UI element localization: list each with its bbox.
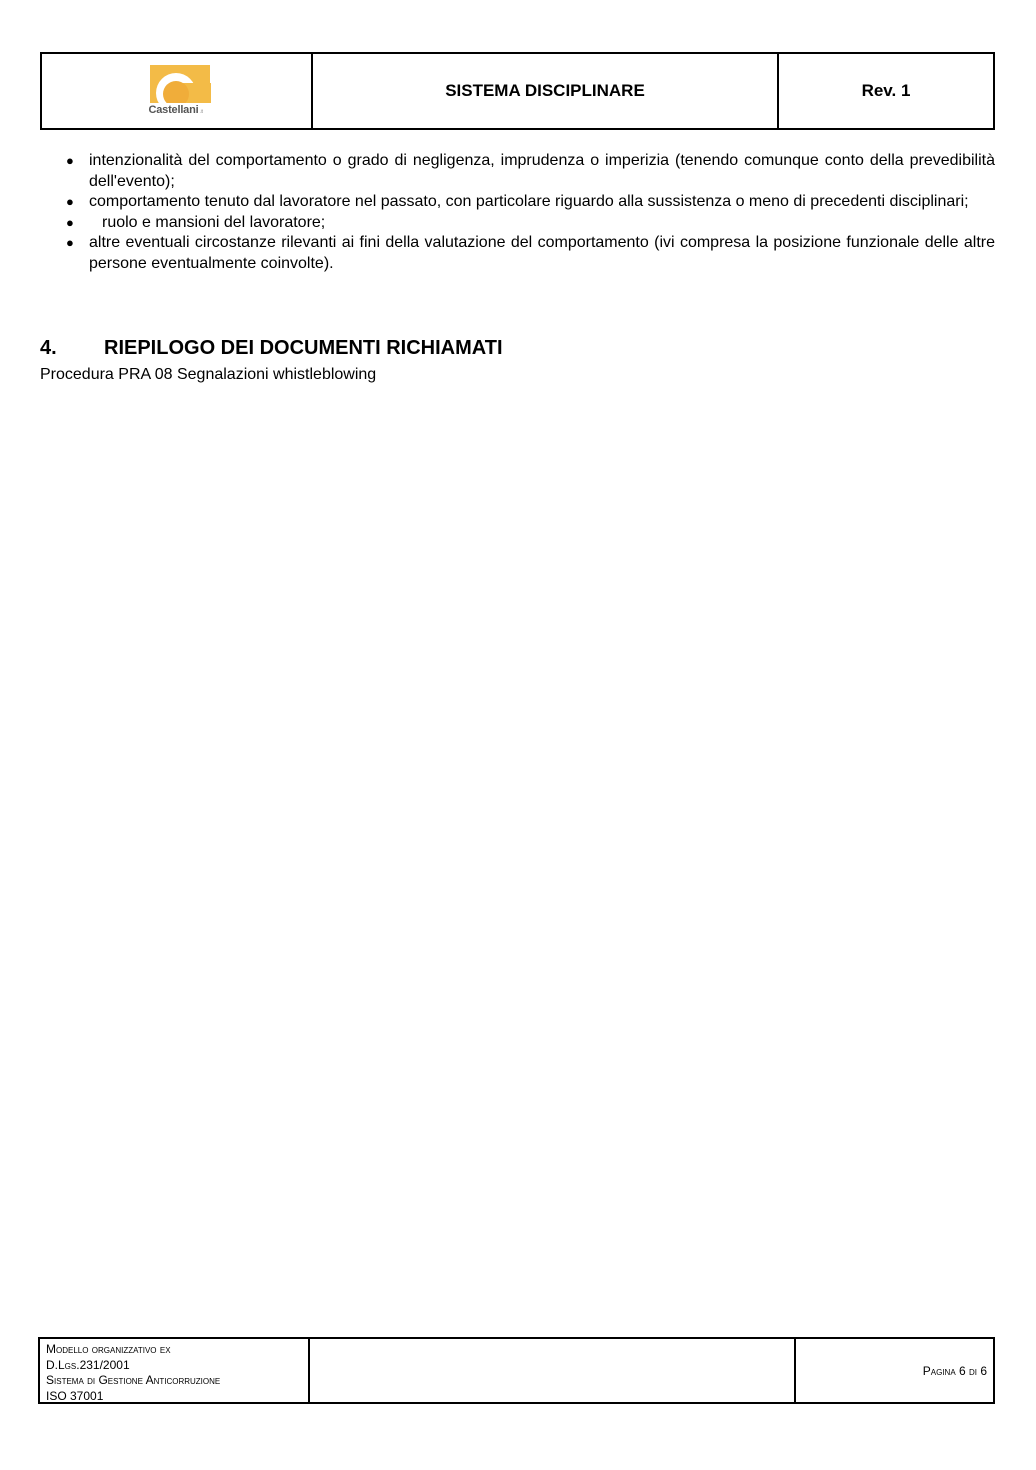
criteria-list: [66, 151, 995, 274]
list-item: ● altre eventuali circostanze rilevanti ai fini della valutazione del comportamento (ivi compresa la posizione funzionale delle altre persone eventualmente coinvolte).: [66, 234, 995, 272]
document-header: [40, 52, 995, 130]
list-item: ● comportamento tenuto dal lavoratore nel passato, con particolare riguardo alla sussistenza o meno di precedenti disciplinari;: [66, 192, 995, 213]
castellani-logo: [145, 61, 209, 121]
document-footer: [38, 1337, 995, 1404]
list-item: ● ruolo e mansioni del lavoratore;: [66, 213, 995, 234]
bullet-icon: ●: [66, 194, 74, 209]
section-number: 4.: [40, 337, 57, 359]
footer-empty-cell: [310, 1339, 796, 1402]
bullet-icon: ●: [66, 214, 74, 230]
bullet-icon: ●: [66, 235, 74, 250]
section-title: RIEPILOGO DEI DOCUMENTI RICHIAMATI: [104, 337, 503, 359]
document-title: SISTEMA DISCIPLINARE: [313, 54, 779, 128]
section-heading: [40, 337, 503, 360]
logo-text: Castellani.it: [148, 104, 203, 116]
page-number: Pagina 6 di 6: [922, 1363, 987, 1378]
footer-model-info: Modello organizzativo ex D.Lgs.231/2001 Sistema di Gestione Anticorruzione ISO 37001: [40, 1339, 310, 1402]
section-body: Procedura PRA 08 Segnalazioni whistleblowing: [40, 366, 377, 383]
revision-label: Rev. 1: [861, 81, 911, 100]
bullet-icon: ●: [66, 153, 74, 168]
logo-cell: [42, 54, 313, 128]
list-item: ● intenzionalità del comportamento o grado di negligenza, imprudenza o imperizia (tenendo comunque conto della prevedibilità dell'evento);: [66, 152, 995, 190]
